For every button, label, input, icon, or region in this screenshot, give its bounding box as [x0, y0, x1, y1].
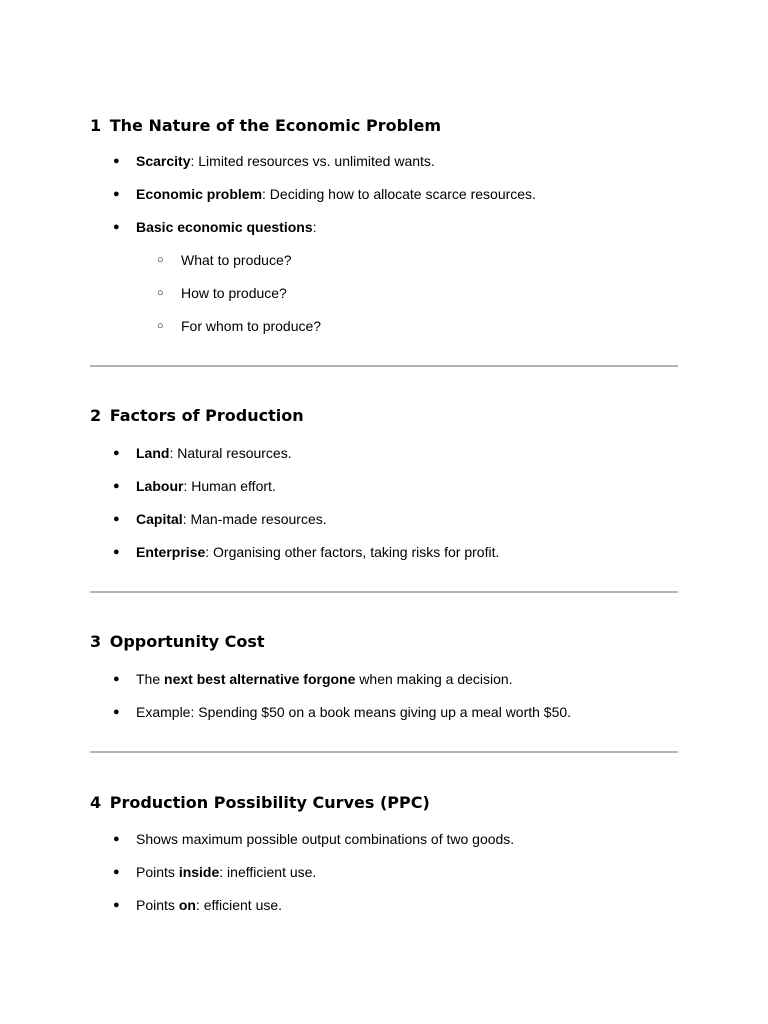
sub-list-item: [90, 284, 678, 302]
bullet-icon: ●: [113, 546, 120, 558]
hollow-bullet-icon: ○: [157, 320, 164, 332]
text-prefix: Points: [136, 897, 179, 913]
bullet-icon: ●: [113, 673, 120, 685]
section-number: 3: [90, 632, 102, 651]
section-title: Factors of Production: [109, 406, 304, 425]
bullet-icon: ●: [113, 513, 120, 525]
section-opportunity-cost: [90, 632, 678, 721]
definition: : Organising other factors, taking risks for profit.: [205, 544, 500, 560]
bullet-icon: ●: [113, 706, 120, 718]
section-factors-of-production: [90, 406, 678, 561]
section-title: The Nature of the Economic Problem: [109, 116, 442, 135]
text-prefix: The: [136, 671, 165, 687]
list-item: [90, 830, 678, 848]
definition: : Human effort.: [183, 478, 276, 494]
definition: : Limited resources vs. unlimited wants.: [190, 153, 435, 169]
sub-item-text: For whom to produce?: [181, 318, 322, 334]
bullet-icon: ●: [113, 188, 120, 200]
item-text: Shows maximum possible output combinations of two goods.: [136, 831, 515, 847]
list-item: [90, 896, 678, 914]
bullet-list: [90, 670, 678, 721]
list-item: [90, 670, 678, 688]
sub-bullet-list: [90, 251, 678, 335]
term: inside: [178, 864, 220, 880]
horizontal-divider: [90, 365, 678, 367]
section-heading: [90, 632, 678, 652]
term: on: [178, 897, 196, 913]
section-heading: [90, 793, 678, 813]
list-item: [90, 185, 678, 203]
list-item: [90, 543, 678, 561]
term: Capital: [136, 511, 183, 527]
bullet-list: [90, 830, 678, 914]
horizontal-divider: [90, 591, 678, 593]
bullet-icon: ●: [113, 866, 120, 878]
hollow-bullet-icon: ○: [157, 287, 164, 299]
sub-list-item: [90, 251, 678, 269]
term: Enterprise: [136, 544, 206, 560]
section-economic-problem: [90, 116, 678, 335]
sub-item-text: What to produce?: [181, 252, 292, 268]
term: Basic economic questions: [136, 219, 313, 235]
list-item: [90, 218, 678, 236]
section-number: 4: [90, 793, 102, 812]
section-title: Opportunity Cost: [109, 632, 265, 651]
term: next best alternative forgone: [164, 671, 356, 687]
term: Land: [136, 445, 170, 461]
term: Economic problem: [136, 186, 263, 202]
section-ppc: [90, 793, 678, 914]
bullet-icon: ●: [113, 480, 120, 492]
list-item: [90, 863, 678, 881]
list-item: [90, 510, 678, 528]
list-item: [90, 444, 678, 462]
list-item: [90, 152, 678, 170]
item-text: Example: Spending $50 on a book means giving up a meal worth $50.: [136, 704, 572, 720]
section-number: 2: [90, 406, 102, 425]
definition: : Man-made resources.: [182, 511, 327, 527]
section-number: 1: [90, 116, 102, 135]
definition: : inefficient use.: [219, 864, 317, 880]
bullet-icon: ●: [113, 447, 120, 459]
list-item: [90, 703, 678, 721]
sub-item-text: How to produce?: [181, 285, 287, 301]
bullet-icon: ●: [113, 899, 120, 911]
section-heading: [90, 116, 678, 136]
horizontal-divider: [90, 751, 678, 753]
sub-list-item: [90, 317, 678, 335]
bullet-list: [90, 444, 678, 561]
term: Labour: [136, 478, 184, 494]
definition: : Natural resources.: [169, 445, 292, 461]
definition: when making a decision.: [355, 671, 513, 687]
bullet-icon: ●: [113, 833, 120, 845]
section-heading: [90, 406, 678, 426]
bullet-list: [90, 152, 678, 236]
definition: : Deciding how to allocate scarce resources.: [262, 186, 536, 202]
bullet-icon: ●: [113, 155, 120, 167]
bullet-icon: ●: [113, 221, 120, 233]
hollow-bullet-icon: ○: [157, 254, 164, 266]
term: Scarcity: [136, 153, 191, 169]
definition: :: [312, 219, 317, 235]
text-prefix: Points: [136, 864, 179, 880]
definition: : efficient use.: [195, 897, 283, 913]
section-title: Production Possibility Curves (PPC): [109, 793, 430, 812]
list-item: [90, 477, 678, 495]
